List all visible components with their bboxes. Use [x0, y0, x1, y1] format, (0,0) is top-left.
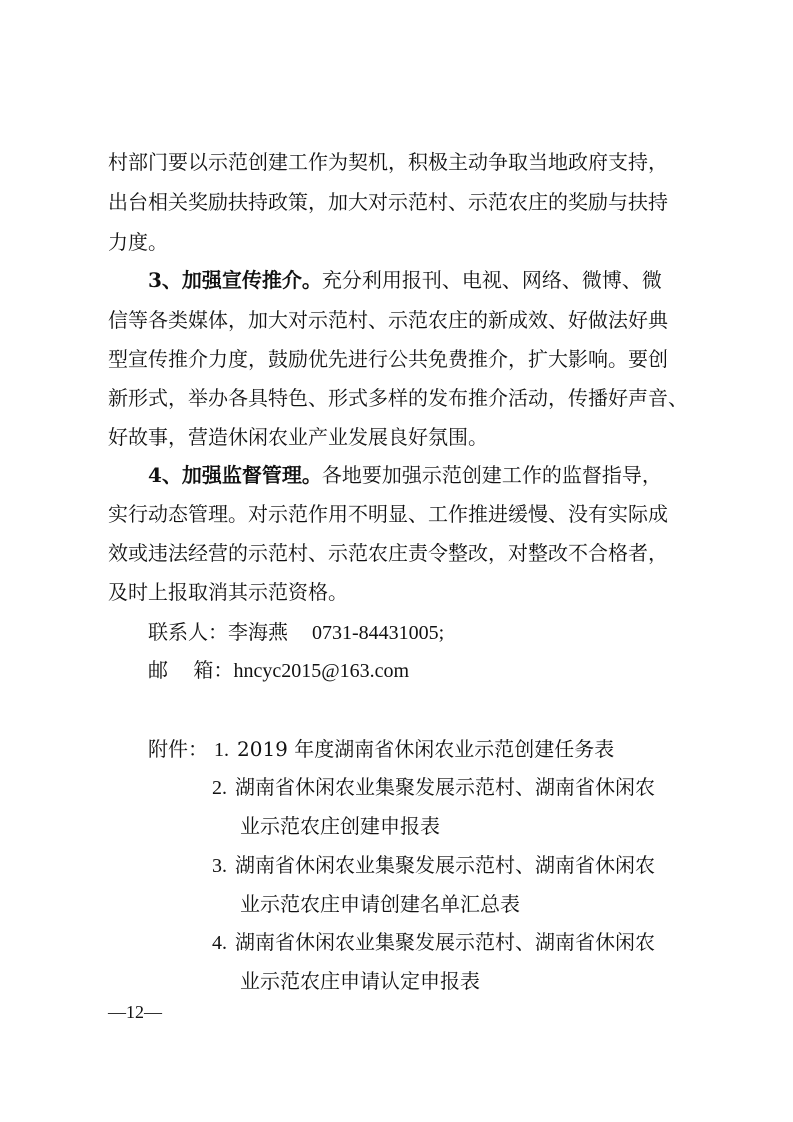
attachment-4-title-line2: 业示范农庄申请认定申报表 [240, 969, 480, 993]
para1-line2: 出台相关奖励扶持政策，加大对示范村、示范农庄的奖励与扶持 [108, 190, 668, 214]
attachment-3-title-line2: 业示范农庄申请创建名单汇总表 [240, 892, 520, 916]
contact-person-name: 李海燕 [228, 620, 288, 644]
para2-heading: 3、加强宣传推介。 [148, 268, 322, 292]
attachment-4-title-line1: 湖南省休闲农业集聚发展示范村、湖南省休闲农 [235, 930, 655, 954]
attachment-2-title-line1: 湖南省休闲农业集聚发展示范村、湖南省休闲农 [235, 775, 655, 799]
attachment-3-num: 3. [212, 855, 227, 877]
para3-line2: 实行动态管理。对示范作用不明显、工作推进缓慢、没有实际成 [108, 502, 668, 526]
para3-heading: 4、加强监督管理。 [148, 463, 322, 487]
para3-line4: 及时上报取消其示范资格。 [108, 580, 348, 604]
attachment-item-2 [212, 775, 793, 800]
para3-line3: 效或违法经营的示范村、示范农庄责令整改，对整改不合格者， [108, 541, 668, 565]
attachment-2-num: 2. [212, 777, 227, 799]
attachment-1-num: 1. [214, 739, 229, 761]
contact-person [148, 620, 748, 645]
para3-line1-text: 各地要加强示范创建工作的监督指导， [321, 463, 662, 487]
para1-line1: 村部门要以示范创建工作为契机，积极主动争取当地政府支持， [108, 150, 668, 174]
contact-person-label: 联系人： [148, 620, 228, 644]
attachments-label: 附件： [148, 737, 208, 761]
attachment-item-3 [212, 853, 793, 878]
attachment-1-title: 2019 年度湖南省休闲农业示范创建任务表 [237, 737, 615, 761]
para2-line1-text: 充分利用报刊、电视、网络、微博、微 [321, 268, 662, 292]
para2-line4: 新形式，举办各具特色、形式多样的发布推介活动，传播好声音、 [108, 386, 688, 410]
contact-email-label: 邮 箱： [148, 658, 234, 682]
para2-line2: 信等各类媒体，加大对示范村、示范农庄的新成效、好做法好典 [108, 308, 668, 332]
attachment-3-title-line1: 湖南省休闲农业集聚发展示范村、湖南省休闲农 [235, 853, 655, 877]
para1-line3: 力度。 [108, 230, 168, 254]
attachment-4-num: 4. [212, 932, 227, 954]
attachment-2-title-line2: 业示范农庄创建申报表 [240, 814, 440, 838]
contact-phone: 0731-84431005; [312, 622, 445, 644]
attachment-item-1 [148, 737, 748, 762]
para3-line1 [148, 463, 748, 487]
para2-line1 [148, 268, 748, 292]
para2-line5: 好故事，营造休闲农业产业发展良好氛围。 [108, 425, 488, 449]
contact-email[interactable]: hncyc2015@163.com [233, 660, 410, 682]
contact-email-row [148, 658, 748, 683]
page-number: —12— [108, 1002, 162, 1022]
para2-line3: 型宣传推介力度，鼓励优先进行公共免费推介，扩大影响。要创 [108, 347, 668, 371]
attachment-item-4 [212, 930, 793, 955]
